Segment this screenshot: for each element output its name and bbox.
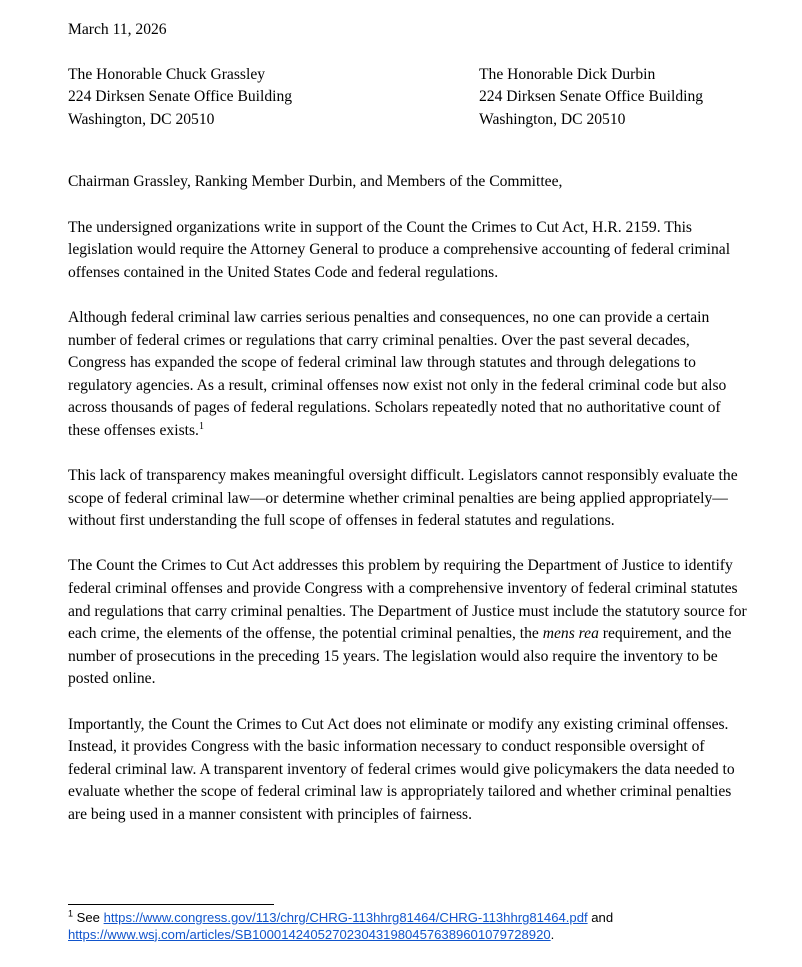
salutation: Chairman Grassley, Ranking Member Durbin, and Members of the Committee,: [68, 173, 563, 191]
recipient-street: 224 Dirksen Senate Office Building: [68, 88, 293, 106]
recipient-street: 224 Dirksen Senate Office Building: [479, 88, 704, 106]
recipient-addresses: [68, 64, 748, 132]
recipient-address-grassley: [68, 64, 479, 132]
footnote-link-wsj[interactable]: https://www.wsj.com/articles/SB10001424052702304319804576389601079728920: [68, 926, 551, 942]
mens-rea-term: mens rea: [542, 625, 599, 643]
recipient-address-durbin: [479, 64, 703, 132]
act-description-text-1: The Count the Crimes to Cut Act addresses this problem by requiring the Department of Justice to identify federal criminal offenses and provide Congress with a comprehensive inventory of federal criminal statutes and regulations that carry criminal penalties. The Department of Justice must include the statutory source for each crime, the elements of the offense, the potential criminal penalties, the: [68, 557, 747, 643]
letter-date: March 11, 2026: [68, 21, 167, 38]
footnote-see: See: [76, 910, 100, 925]
footnote: [68, 910, 768, 943]
paragraph-background: [68, 307, 748, 443]
paragraph-background-text: Although federal criminal law carries serious penalties and consequences, no one can provide a certain number of federal crimes or regulations that carry criminal penalties. Over the past several decades, Congress has expanded the scope of federal criminal law through statutes and through delegations to regulatory agencies. As a result, criminal offenses now exist not only in the federal criminal code but also across thousands of pages of federal regulations. Scholars repeatedly noted that no authoritative count of these offenses exists.: [68, 308, 727, 439]
paragraph-conclusion: Importantly, the Count the Crimes to Cut Act does not eliminate or modify any existing criminal offenses. Instead, it provides Congress with the basic information necessary to conduct responsible oversight of federal criminal law. A transparent inventory of federal crimes would give policymakers the data needed to evaluate whether the scope of federal criminal law is appropriately tailored and whether criminal penalties are being used in a manner consistent with principles of fairness.: [68, 715, 735, 823]
footnote-period: .: [550, 926, 555, 942]
recipient-city: Washington, DC 20510: [479, 110, 626, 128]
act-description-text-2: requirement, and the number of prosecutions in the preceding 15 years. The legislation would also require the inventory to be posted online.: [68, 625, 732, 688]
recipient-city: Washington, DC 20510: [68, 110, 215, 128]
letter-body: [68, 19, 748, 827]
footnote-link-congress[interactable]: https://www.congress.gov/113/chrg/CHRG-113hhrg81464/CHRG-113hhrg81464.pdf: [103, 910, 588, 925]
recipient-name: The Honorable Chuck Grassley: [68, 65, 266, 83]
recipient-name: The Honorable Dick Durbin: [479, 65, 656, 83]
footnote-marker: 1: [68, 908, 74, 919]
footnote-and: and: [591, 910, 614, 925]
paragraph-support: The undersigned organizations write in support of the Count the Crimes to Cut Act, H.R. 2159. This legislation would require the Attorney General to produce a comprehensive accounting of federal criminal offenses contained in the United States Code and federal regulations.: [68, 218, 731, 281]
footnote-divider: [68, 904, 274, 905]
paragraph-act-description: [68, 555, 748, 691]
footnote-reference: 1: [198, 420, 204, 432]
paragraph-transparency: This lack of transparency makes meaningful oversight difficult. Legislators cannot responsibly evaluate the scope of federal criminal law—or determine whether criminal penalties are being applied appropriately—without first understanding the full scope of offenses in federal statutes and regulations.: [68, 467, 738, 530]
